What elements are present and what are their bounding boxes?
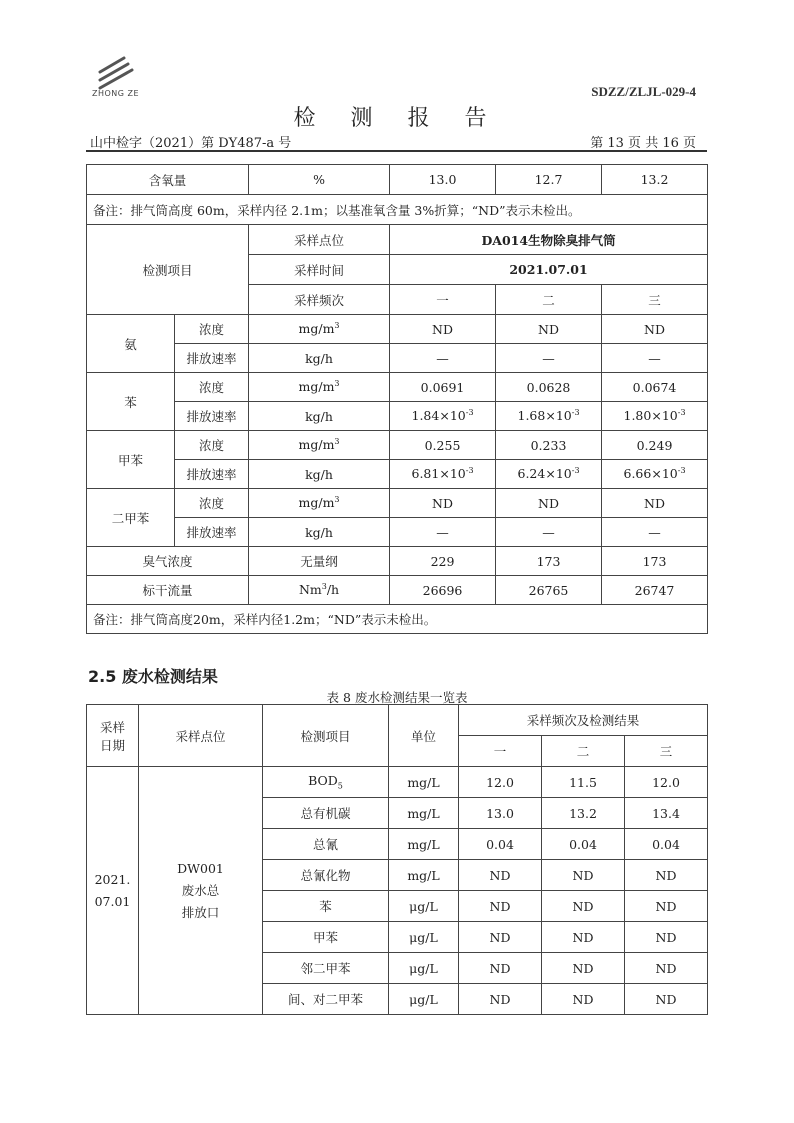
value-cell: —	[390, 344, 496, 373]
oxygen-label: 含氧量	[87, 165, 249, 195]
table-row	[87, 402, 708, 431]
value-cell: $6.81\times 10^{-3}$	[390, 460, 496, 489]
point-label: 采样点位	[249, 225, 390, 255]
exhaust-gas-table	[86, 164, 708, 634]
pollutant-name: 氨	[87, 315, 175, 373]
table-row	[87, 373, 708, 402]
header-unit: 单位	[389, 705, 459, 767]
value-cell: 0.0691	[390, 373, 496, 402]
oxygen-value-2: 12.7	[496, 165, 602, 195]
odor-unit: 无量纲	[249, 547, 390, 576]
document-code: SDZZ/ZLJL-029-4	[591, 84, 696, 99]
table-row	[87, 605, 708, 634]
item-label: 检测项目	[87, 225, 249, 315]
value-cell: ND	[542, 860, 625, 891]
value-cell: $1.68\times 10^{-3}$	[496, 402, 602, 431]
table-row	[87, 165, 708, 195]
sample-date: 2021. 07.01	[87, 767, 139, 1015]
value-cell: 13.4	[625, 798, 708, 829]
note-bottom: 备注：排气筒高度20m，采样内径1.2m；“ND”表示未检出。	[87, 605, 708, 634]
oxygen-value-3: 13.2	[602, 165, 708, 195]
value-cell: —	[602, 518, 708, 547]
table-caption: 表 8 废水检测结果一览表	[326, 690, 468, 705]
table-row	[87, 705, 708, 736]
unit-cell: μg/L	[389, 953, 459, 984]
value-cell: ND	[459, 984, 542, 1015]
sub-label: 浓度	[175, 315, 249, 344]
oxygen-value-1: 13.0	[390, 165, 496, 195]
value-cell: ND	[459, 860, 542, 891]
pollutant-name: 甲苯	[87, 431, 175, 489]
value-cell: 229	[390, 547, 496, 576]
value-cell: ND	[390, 489, 496, 518]
table-row	[87, 431, 708, 460]
value-cell: 0.249	[602, 431, 708, 460]
value-cell: $6.66\times 10^{-3}$	[602, 460, 708, 489]
note-top: 备注：排气筒高度 60m，采样内径 2.1m；以基准氧含量 3%折算；“ND”表示未检出。	[87, 195, 708, 225]
sub-label: 排放速率	[175, 402, 249, 431]
table-row	[87, 547, 708, 576]
time-label: 采样时间	[249, 255, 390, 285]
value-cell: ND	[602, 489, 708, 518]
item-cell: 苯	[263, 891, 389, 922]
table-row	[87, 225, 708, 255]
value-cell: $1.84\times 10^{-3}$	[390, 402, 496, 431]
sub-label: 浓度	[175, 489, 249, 518]
value-cell: ND	[542, 891, 625, 922]
page-info: 第 13 页 共 16 页	[590, 136, 696, 151]
value-cell: ND	[496, 489, 602, 518]
value-cell: 0.233	[496, 431, 602, 460]
value-cell: 0.0674	[602, 373, 708, 402]
unit-cell: $mg/m^3$	[249, 315, 390, 344]
header-item: 检测项目	[263, 705, 389, 767]
value-cell: —	[496, 518, 602, 547]
value-cell: 11.5	[542, 767, 625, 798]
value-cell: —	[390, 518, 496, 547]
freq-1: 一	[459, 736, 542, 767]
value-cell: ND	[602, 315, 708, 344]
value-cell: ND	[459, 891, 542, 922]
value-cell: 173	[602, 547, 708, 576]
wastewater-table	[86, 704, 708, 1015]
item-cell: 甲苯	[263, 922, 389, 953]
table-row	[87, 460, 708, 489]
unit-cell: $mg/m^3$	[249, 431, 390, 460]
value-cell: 13.0	[459, 798, 542, 829]
unit-cell: kg/h	[249, 460, 390, 489]
unit-cell: kg/h	[249, 344, 390, 373]
sub-label: 浓度	[175, 373, 249, 402]
value-cell: ND	[625, 860, 708, 891]
pollutant-name: 苯	[87, 373, 175, 431]
freq-2: 二	[496, 285, 602, 315]
value-cell: ND	[625, 922, 708, 953]
unit-cell: mg/L	[389, 860, 459, 891]
table-row	[87, 767, 708, 798]
sub-label: 排放速率	[175, 344, 249, 373]
value-cell: ND	[542, 984, 625, 1015]
value-cell: 12.0	[459, 767, 542, 798]
value-cell: 0.04	[459, 829, 542, 860]
logo-text: ZHONG ZE	[92, 89, 140, 98]
oxygen-unit: %	[249, 165, 390, 195]
value-cell: ND	[625, 891, 708, 922]
sub-label: 浓度	[175, 431, 249, 460]
item-cell: 总有机碳	[263, 798, 389, 829]
table-row	[87, 489, 708, 518]
value-cell: ND	[390, 315, 496, 344]
report-number: 山中检字（2021）第 DY487-a 号	[90, 136, 292, 151]
item-cell: 总氰化物	[263, 860, 389, 891]
value-cell: ND	[625, 984, 708, 1015]
unit-cell: μg/L	[389, 984, 459, 1015]
header-results: 采样频次及检测结果	[459, 705, 708, 736]
value-cell: $6.24\times 10^{-3}$	[496, 460, 602, 489]
flow-label: 标干流量	[87, 576, 249, 605]
header-point: 采样点位	[139, 705, 263, 767]
unit-cell: kg/h	[249, 402, 390, 431]
table-row	[87, 315, 708, 344]
pollutant-name: 二甲苯	[87, 489, 175, 547]
freq-3: 三	[602, 285, 708, 315]
value-cell: ND	[496, 315, 602, 344]
table-row	[87, 195, 708, 225]
table-row	[87, 518, 708, 547]
section-heading: 2.5 废水检测结果	[88, 667, 218, 686]
unit-cell: μg/L	[389, 891, 459, 922]
value-cell: 0.04	[542, 829, 625, 860]
value-cell: ND	[459, 922, 542, 953]
unit-cell: kg/h	[249, 518, 390, 547]
sample-point: DW001 废水总 排放口	[139, 767, 263, 1015]
value-cell: 13.2	[542, 798, 625, 829]
item-cell: $BOD_5$	[263, 767, 389, 798]
value-cell: 12.0	[625, 767, 708, 798]
unit-cell: mg/L	[389, 767, 459, 798]
flow-unit: Nm$^3$/h	[249, 576, 390, 605]
value-cell: ND	[542, 953, 625, 984]
item-cell: 邻二甲苯	[263, 953, 389, 984]
time-value: 2021.07.01	[390, 255, 708, 285]
value-cell: —	[496, 344, 602, 373]
freq-2: 二	[542, 736, 625, 767]
value-cell: 0.0628	[496, 373, 602, 402]
item-cell: 间、对二甲苯	[263, 984, 389, 1015]
freq-label: 采样频次	[249, 285, 390, 315]
odor-label: 臭气浓度	[87, 547, 249, 576]
sub-label: 排放速率	[175, 460, 249, 489]
value-cell: 26696	[390, 576, 496, 605]
freq-1: 一	[390, 285, 496, 315]
unit-cell: mg/L	[389, 798, 459, 829]
unit-cell: μg/L	[389, 922, 459, 953]
value-cell: 0.255	[390, 431, 496, 460]
value-cell: $1.80\times 10^{-3}$	[602, 402, 708, 431]
header-divider	[86, 150, 707, 152]
table-row	[87, 576, 708, 605]
unit-cell: $mg/m^3$	[249, 489, 390, 518]
value-cell: ND	[625, 953, 708, 984]
value-cell: ND	[459, 953, 542, 984]
value-cell: ND	[542, 922, 625, 953]
value-cell: 26747	[602, 576, 708, 605]
unit-cell: $mg/m^3$	[249, 373, 390, 402]
sub-label: 排放速率	[175, 518, 249, 547]
page-title: 检 测 报 告	[293, 106, 501, 131]
value-cell: 173	[496, 547, 602, 576]
item-cell: 总氰	[263, 829, 389, 860]
freq-3: 三	[625, 736, 708, 767]
value-cell: 26765	[496, 576, 602, 605]
value-cell: —	[602, 344, 708, 373]
header-date: 采样日期	[87, 705, 139, 767]
point-value: DA014生物除臭排气筒	[390, 225, 708, 255]
table-row	[87, 344, 708, 373]
value-cell: 0.04	[625, 829, 708, 860]
unit-cell: mg/L	[389, 829, 459, 860]
